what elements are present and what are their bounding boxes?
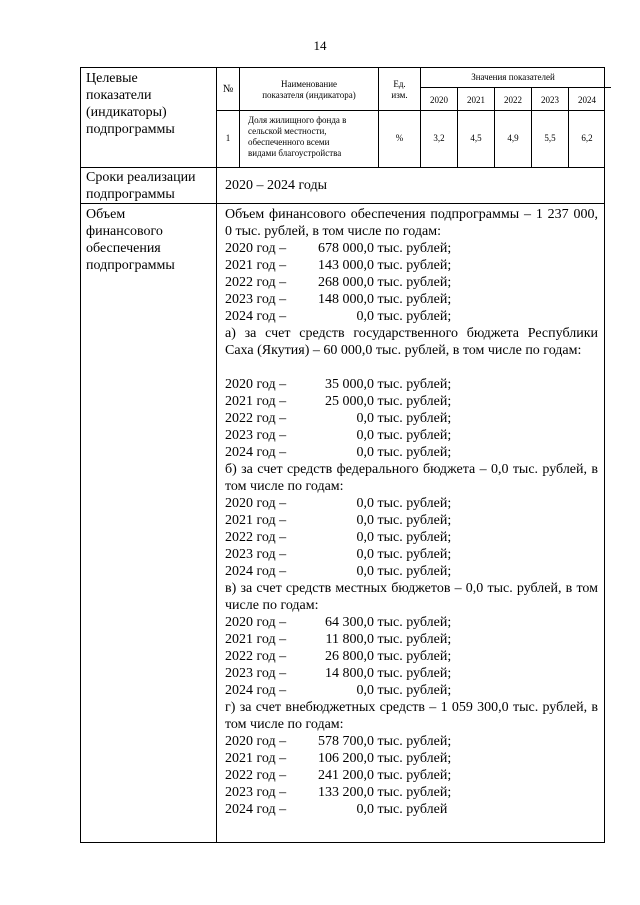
row-value-2024: 6,2 — [581, 133, 593, 143]
year-amount-row — [225, 376, 451, 393]
amount-value: 241 200,0 тыс. рублей; — [318, 768, 452, 783]
year-amount-row — [225, 801, 447, 818]
year-label: 2021 год – — [225, 394, 287, 409]
header-year-2021: 2021 — [467, 95, 485, 105]
amount-value: 0,0 тыс. рублей; — [356, 683, 452, 698]
header-year-2023: 2023 — [541, 95, 559, 105]
amount-value: 0,0 тыс. рублей; — [356, 428, 452, 443]
year-label: 2020 год – — [225, 615, 287, 630]
year-amount-row — [225, 648, 451, 665]
year-amount-row — [225, 427, 451, 444]
year-label: 2020 год – — [225, 241, 287, 256]
year-label: 2022 год – — [225, 411, 287, 426]
header-num: № — [222, 83, 234, 95]
year-amount-row — [225, 750, 451, 767]
header-year-2022: 2022 — [504, 95, 522, 105]
year-amount-row — [225, 410, 451, 427]
year-amount-row — [225, 733, 451, 750]
year-amount-row — [225, 240, 451, 257]
year-amount-row — [225, 563, 451, 580]
amount-value: 0,0 тыс. рублей; — [356, 564, 452, 579]
funding-b-text: б) за счет средств федерального бюджета – 0,0 тыс. рублей, в том числе по годам: — [225, 462, 598, 494]
amount-value: 106 200,0 тыс. рублей; — [318, 751, 452, 766]
header-name-1: Наименование — [280, 79, 338, 89]
year-amount-row — [225, 274, 451, 291]
amount-value: 0,0 тыс. рублей — [356, 802, 448, 817]
year-label: 2024 год – — [225, 309, 287, 324]
year-amount-row — [225, 495, 451, 512]
amount-value: 14 800,0 тыс. рублей; — [325, 666, 452, 681]
amount-value: 35 000,0 тыс. рублей; — [325, 377, 452, 392]
year-amount-row — [225, 767, 451, 784]
year-label: 2023 год – — [225, 547, 287, 562]
amount-value: 133 200,0 тыс. рублей; — [318, 785, 452, 800]
amount-value: 0,0 тыс. рублей; — [356, 547, 452, 562]
year-label: 2020 год – — [225, 377, 287, 392]
row-value-2021: 4,5 — [470, 133, 482, 143]
amount-value: 0,0 тыс. рублей; — [356, 411, 452, 426]
year-label: 2020 год – — [225, 496, 287, 511]
year-label: 2023 год – — [225, 666, 287, 681]
amount-value: 0,0 тыс. рублей; — [356, 445, 452, 460]
row-value-2022: 4,9 — [507, 133, 519, 143]
year-amount-row — [225, 393, 451, 410]
year-amount-row — [225, 291, 451, 308]
year-amount-row — [225, 529, 451, 546]
year-label: 2022 год – — [225, 275, 287, 290]
year-amount-row — [225, 308, 451, 325]
header-name-2: показателя (индикатора) — [262, 90, 356, 100]
header-year-2020: 2020 — [430, 95, 448, 105]
amount-value: 11 800,0 тыс. рублей; — [325, 632, 452, 647]
row-unit: % — [395, 133, 404, 143]
year-amount-row — [225, 444, 451, 461]
amount-value: 25 000,0 тыс. рублей; — [325, 394, 452, 409]
year-label: 2024 год – — [225, 564, 287, 579]
amount-value: 0,0 тыс. рублей; — [356, 513, 452, 528]
year-label: 2023 год – — [225, 292, 287, 307]
year-label: 2021 год – — [225, 751, 287, 766]
amount-value: 0,0 тыс. рублей; — [356, 530, 452, 545]
funding-d-text: г) за счет внебюджетных средств – 1 059 300,0 тыс. рублей, в том числе по годам: — [225, 700, 598, 732]
funding-a-text: а) за счет средств государственного бюджета Республики Саха (Якутия) – 60 000,0 тыс. рублей, в том числе по годам: — [225, 326, 598, 358]
amount-value: 0,0 тыс. рублей; — [356, 496, 452, 511]
row-num: 1 — [225, 133, 231, 143]
amount-value: 26 800,0 тыс. рублей; — [325, 649, 452, 664]
year-amount-row — [225, 614, 451, 631]
terms-value: 2020 – 2024 годы — [225, 178, 328, 193]
amount-value: 148 000,0 тыс. рублей; — [318, 292, 452, 307]
page-number: 14 — [313, 38, 327, 53]
year-label: 2023 год – — [225, 785, 287, 800]
header-year-2024: 2024 — [578, 95, 596, 105]
header-unit-2: изм. — [391, 90, 408, 100]
header-unit-1: Ед. — [393, 79, 406, 89]
year-label: 2022 год – — [225, 649, 287, 664]
year-label: 2021 год – — [225, 513, 287, 528]
header-values-title: Значения показателей — [471, 72, 555, 82]
row-value-2020: 3,2 — [433, 133, 445, 143]
year-label: 2024 год – — [225, 683, 287, 698]
year-amount-row — [225, 665, 451, 682]
year-amount-row — [225, 682, 451, 699]
funding-intro: Объем финансового обеспечения подпрограммы – 1 237 000, 0 тыс. рублей, в том числе по годам: — [225, 207, 598, 239]
year-amount-row — [225, 546, 451, 563]
amount-value: 578 700,0 тыс. рублей; — [318, 734, 452, 749]
year-label: 2022 год – — [225, 530, 287, 545]
year-label: 2021 год – — [225, 258, 287, 273]
year-label: 2024 год – — [225, 802, 287, 817]
year-label: 2023 год – — [225, 428, 287, 443]
terms-label-2: подпрограммы — [86, 187, 175, 202]
year-amount-row — [225, 784, 451, 801]
year-label: 2021 год – — [225, 632, 287, 647]
year-amount-row — [225, 257, 451, 274]
amount-value: 268 000,0 тыс. рублей; — [318, 275, 452, 290]
terms-label-1: Сроки реализации — [86, 170, 196, 185]
year-label: 2020 год – — [225, 734, 287, 749]
funding-c-text: в) за счет средств местных бюджетов – 0,0 тыс. рублей, в том числе по годам: — [225, 581, 598, 613]
year-label: 2024 год – — [225, 445, 287, 460]
year-amount-row — [225, 631, 451, 648]
amount-value: 678 000,0 тыс. рублей; — [318, 241, 452, 256]
year-amount-row — [225, 512, 451, 529]
amount-value: 143 000,0 тыс. рублей; — [318, 258, 452, 273]
amount-value: 64 300,0 тыс. рублей; — [325, 615, 452, 630]
amount-value: 0,0 тыс. рублей; — [356, 309, 452, 324]
row-value-2023: 5,5 — [544, 133, 556, 143]
year-label: 2022 год – — [225, 768, 287, 783]
